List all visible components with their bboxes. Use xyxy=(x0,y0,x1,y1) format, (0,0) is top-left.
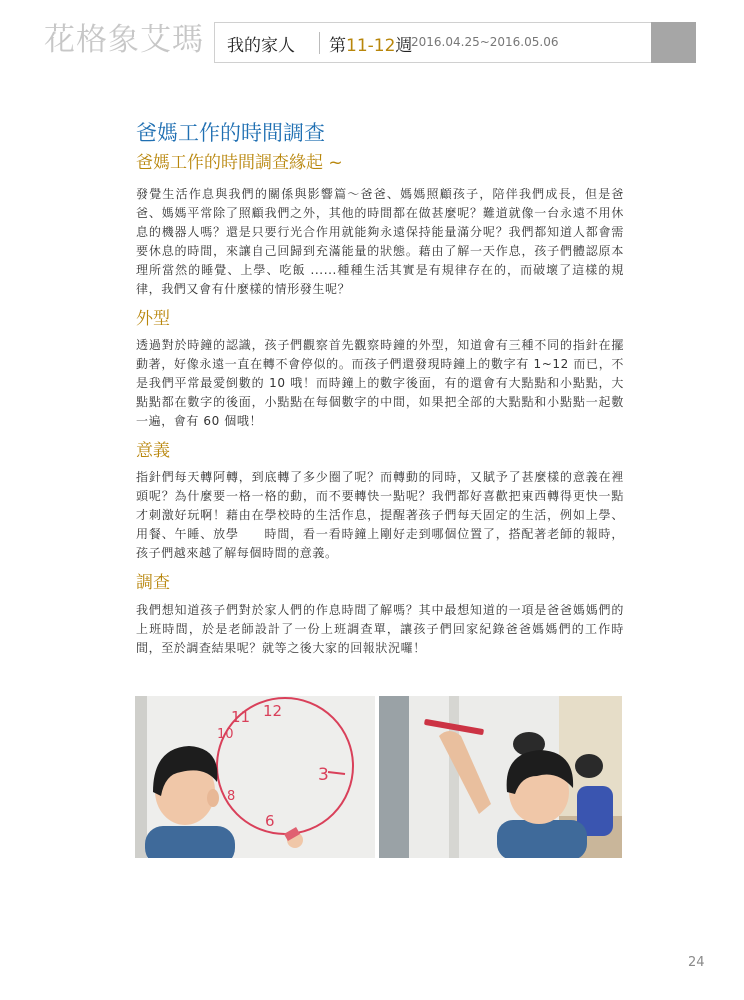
date-range: 2016.04.25~2016.05.06 xyxy=(411,35,559,49)
week-label xyxy=(329,31,412,56)
clock-drawing-illustration xyxy=(135,696,375,858)
header-grey-block xyxy=(651,22,696,63)
section-body-meaning: 指針們每天轉阿轉，到底轉了多少圈了呢？而轉動的同時，又賦予了甚麼樣的意義在裡頭呢？為什麼要一格一格的動，而不要轉快一點呢？我們都好喜歡把東西轉得更快一點才刺激好玩啊！藉由在學校時的生活作息，提醒著孩子們每天固定的生活，例如上學、用餐、午睡、放學 時間，看一看時鐘上剛好走到哪個位置了，搭配著老師的報時，孩子們越來越了解每個時間的意義。 xyxy=(136,470,624,560)
theme-title: 我的家人 xyxy=(227,36,295,56)
article-subtitle: 爸媽工作的時間調查緣起 ~ xyxy=(136,153,343,173)
header-divider xyxy=(319,32,320,54)
photo-child-writing xyxy=(379,696,622,858)
section-heading-meaning: 意義 xyxy=(136,441,170,461)
page-number: 24 xyxy=(688,955,705,970)
section-body-survey: 我們想知道孩子們對於家人們的作息時間了解嗎？其中最想知道的一項是爸爸媽媽們的上班時間，於是老師設計了一份上班調查單，讓孩子們回家紀錄爸爸媽媽們的工作時間，至於調查結果呢？就等之後大家的回報狀況囉！ xyxy=(136,603,624,655)
section-heading-survey: 調查 xyxy=(136,573,170,593)
clock-numeral: 10 xyxy=(217,727,234,742)
intro-paragraph: 發覺生活作息與我們的關係與影響篇～爸爸、媽媽照顧孩子，陪伴我們成長，但是爸爸、媽媽平常除了照顧我們之外，其他的時間都在做甚麼呢？難道就像一台永遠不用休息的機器人嗎？還是只要行光合作用就能夠永遠保持能量滿分呢？我們都知道人都會需要休息的時間，來讓自己回歸到充滿能量的狀態。藉由了解一天作息，孩子們體認原本理所當然的睡覺、上學、吃飯 ......種種生活其實是有規律存在的，而破壞了這樣的規律，我們又會有什麼樣的情形發生呢？ xyxy=(136,187,624,296)
week-number: 11-12 xyxy=(346,36,396,56)
clock-numeral: 6 xyxy=(265,812,275,830)
week-prefix: 第 xyxy=(329,36,346,56)
article-title: 爸媽工作的時間調查 xyxy=(136,121,325,145)
header-banner xyxy=(214,22,666,63)
section-heading-appearance: 外型 xyxy=(136,309,170,329)
clock-numeral: 12 xyxy=(263,702,283,720)
clock-numeral: 11 xyxy=(231,708,251,726)
section-body-appearance: 透過對於時鐘的認識，孩子們觀察首先觀察時鐘的外型，知道會有三種不同的指針在擺動著，好像永遠一直在轉不會停似的。而孩子們還發現時鐘上的數字有 1~12 而已，不是我們平常最愛倒數的 10 哦！而時鐘上的數字後面，有的還會有大點點和小點點，大點點都在數字的後面，小點點在每個數字的中間，如果把全部的大點點和小點點一起數一遍，會有 60 個哦！ xyxy=(136,338,624,428)
child-writing-illustration xyxy=(379,696,622,858)
week-suffix: 週 xyxy=(395,36,413,56)
photo-clock-drawing xyxy=(135,696,375,858)
clock-numeral: 8 xyxy=(227,789,236,804)
brand-logo-text: 花格象艾瑪 xyxy=(44,22,204,58)
clock-numeral: 3 xyxy=(318,765,329,785)
